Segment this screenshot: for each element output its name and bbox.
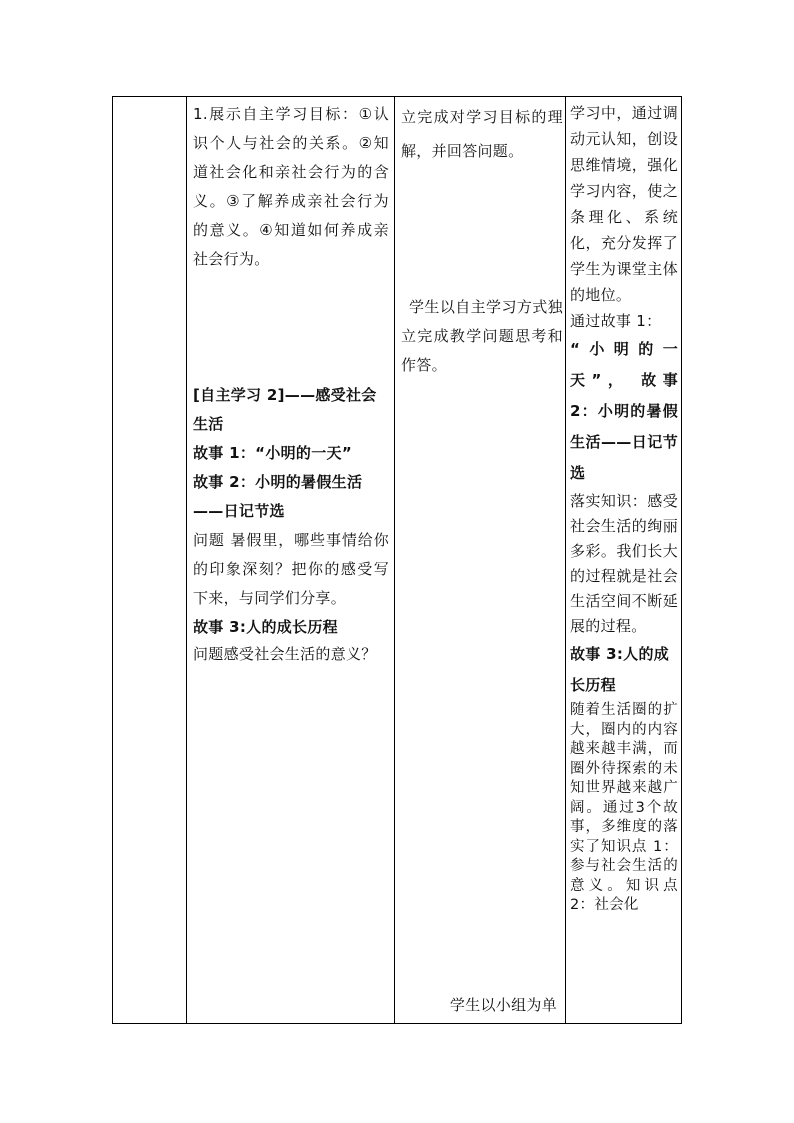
- student-activity-text-1: 立完成对学习目标的理解，并回答问题。: [401, 108, 563, 160]
- teacher-activity-content: [193, 100, 389, 666]
- design-intent-text-3: “小明的一天”， 故事 2：小明的暑假生活——日记节选: [570, 340, 678, 482]
- question-1-text: 问题 暑假里，哪些事情给你的印象深刻？把你的感受写下来，与同学们分享。: [193, 531, 389, 607]
- teacher-activity-cell: [187, 97, 395, 1024]
- lesson-plan-table: [112, 96, 682, 1024]
- design-intent-text-4: 落实知识：感受社会生活的绚丽多彩。我们长大的过程就是社会生活空间不断延展的过程。: [570, 492, 678, 635]
- design-intent-content: [570, 100, 678, 916]
- student-activity-text-2: 学生以自主学习方式独立完成教学问题思考和作答。: [401, 298, 563, 374]
- design-intent-text-6: 随着生活圈的扩大，圈内的内容越来越丰满，而圈外待探索的未知世界越来越广阔。通过3个故事，多维度的落实了知识点 1：参与社会生活的意义。知识点 2：社会化: [570, 702, 678, 913]
- story-3-title: 故事 3:人的成长历程: [193, 618, 338, 636]
- story-1-title: 故事 1：“小明的一天”: [193, 444, 352, 462]
- table-cell-empty: [113, 97, 187, 1024]
- learning-goal-text: 1.展示自主学习目标：①认识个人与社会的关系。②知道社会化和亲社会行为的含义。③了解养成亲社会行为的意义。④知道如何养成亲社会行为。: [193, 105, 389, 268]
- section-title: [自主学习 2]——感受社会生活: [193, 386, 377, 433]
- design-intent-text-5: 故事 3:人的成长历程: [570, 645, 670, 694]
- student-activity-cell: [395, 97, 566, 1024]
- question-2-text: 问题感受社会生活的意义？: [193, 645, 377, 663]
- student-activity-text-3: 学生以小组为单: [449, 996, 557, 1014]
- story-2-title: 故事 2：小明的暑假生活——日记节选: [193, 473, 363, 520]
- table-row: [113, 97, 682, 1024]
- design-intent-text-2: 通过故事 1：: [570, 312, 662, 330]
- design-intent-cell: [566, 97, 682, 1024]
- student-activity-content: [401, 100, 563, 1022]
- design-intent-text-1: 学习中，通过调动元认知，创设思维情境，强化学习内容，使之条理化、系统化，充分发挥了学生为课堂主体的地位。: [570, 104, 678, 304]
